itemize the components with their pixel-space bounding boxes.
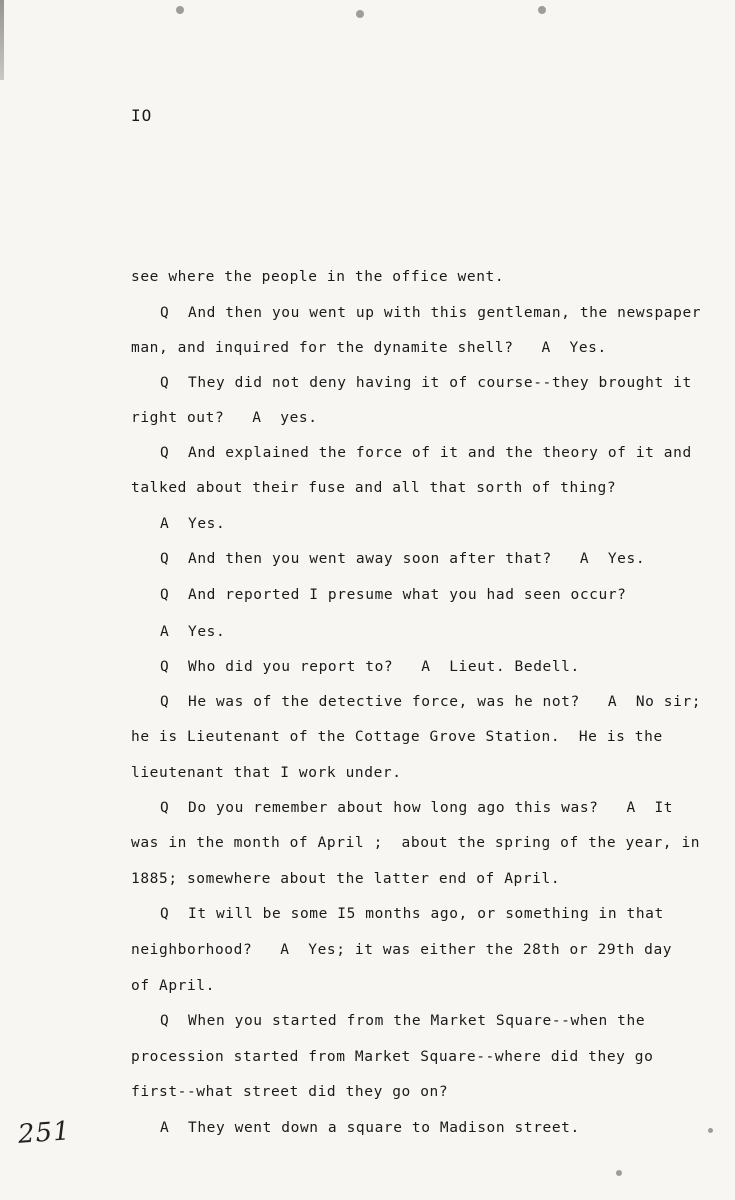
text-line: Q They did not deny having it of course--they brought it bbox=[160, 375, 692, 391]
text-line: A Yes. bbox=[160, 624, 226, 640]
text-line: Q When you started from the Market Square--when the bbox=[160, 1013, 646, 1029]
text-line: Q And reported I presume what you had seen occur? bbox=[160, 587, 627, 603]
text-line: Q It will be some I5 months ago, or something in that bbox=[160, 906, 664, 922]
page-number: IO bbox=[131, 106, 153, 125]
scan-edge-mark bbox=[0, 0, 4, 80]
text-line: of April. bbox=[131, 978, 215, 994]
text-line: Q And then you went away soon after that? A Yes. bbox=[160, 551, 646, 567]
text-line: 1885; somewhere about the latter end of April. bbox=[131, 871, 561, 887]
scan-speck bbox=[356, 10, 364, 18]
text-line: Q He was of the detective force, was he not? A No sir; bbox=[160, 694, 702, 710]
scan-speck bbox=[616, 1170, 622, 1176]
text-line: right out? A yes. bbox=[131, 410, 318, 426]
text-line: procession started from Market Square--where did they go bbox=[131, 1049, 654, 1065]
text-line: A They went down a square to Madison street. bbox=[160, 1120, 580, 1136]
text-line: neighborhood? A Yes; it was either the 28th or 29th day bbox=[131, 942, 673, 958]
text-line: first--what street did they go on? bbox=[131, 1084, 449, 1100]
text-line: Q Who did you report to? A Lieut. Bedell. bbox=[160, 659, 580, 675]
scan-speck bbox=[708, 1128, 713, 1133]
handwritten-margin-note: 251 bbox=[17, 1116, 72, 1150]
text-line: Q Do you remember about how long ago this was? A It bbox=[160, 800, 674, 816]
text-line: man, and inquired for the dynamite shell? A Yes. bbox=[131, 340, 607, 356]
text-line: he is Lieutenant of the Cottage Grove Station. He is the bbox=[131, 729, 663, 745]
text-line: was in the month of April ; about the spring of the year, in bbox=[131, 835, 701, 851]
text-line: A Yes. bbox=[160, 516, 226, 532]
text-line: talked about their fuse and all that sorth of thing? bbox=[131, 480, 617, 496]
scan-speck bbox=[176, 6, 184, 14]
text-line: Q And then you went up with this gentleman, the newspaper bbox=[160, 305, 702, 321]
scan-speck bbox=[538, 6, 546, 14]
text-line: lieutenant that I work under. bbox=[131, 765, 402, 781]
text-line: see where the people in the office went. bbox=[131, 269, 505, 285]
text-line: Q And explained the force of it and the theory of it and bbox=[160, 445, 692, 461]
